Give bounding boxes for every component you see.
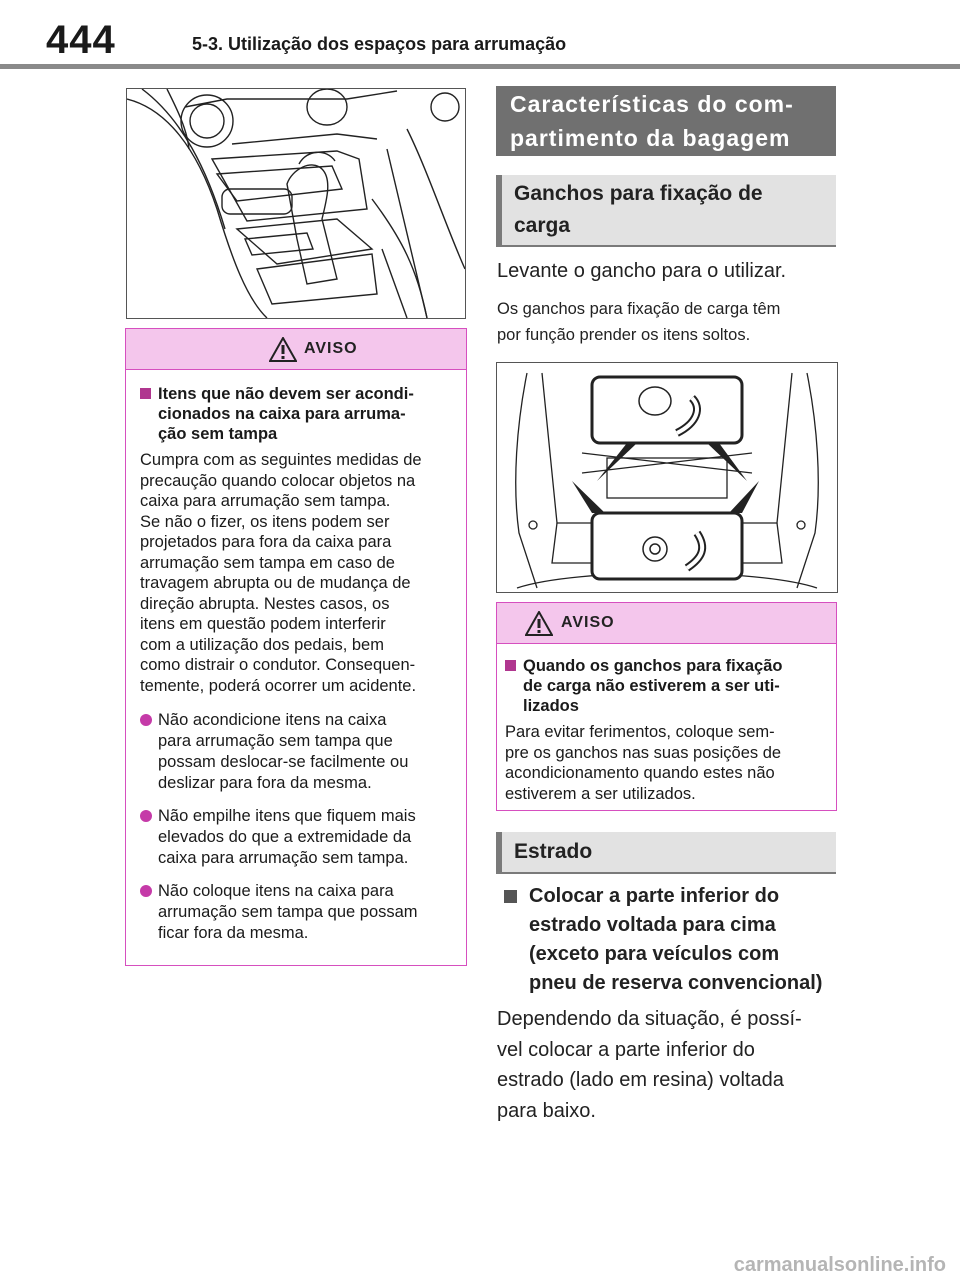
bullet-line: elevados do que a extremidade da	[158, 828, 412, 846]
paragraph-line: projetados para fora da caixa para	[140, 533, 392, 551]
circle-bullet-icon	[140, 714, 152, 726]
warning-box-storage	[125, 328, 467, 966]
paragraph-line: Se não o fizer, os itens podem ser	[140, 512, 390, 531]
section-title: 5-3. Utilização dos espaços para arrumação	[192, 34, 567, 54]
paragraph-line: caixa para arrumação sem tampa.	[140, 492, 391, 510]
bullet-item	[140, 881, 452, 944]
paragraph-line: direção abrupta. Nestes casos, os	[140, 594, 390, 613]
paragraph-line: como distrair o condutor. Consequen-	[140, 656, 416, 674]
paragraph-line: precaução quando colocar objetos na	[140, 471, 416, 490]
paragraph-line: pre os ganchos nas suas posições de	[505, 743, 782, 762]
description-line: por função prender os itens soltos.	[497, 326, 751, 344]
square-bullet-icon	[505, 660, 516, 671]
square-bullet-icon	[140, 388, 151, 399]
bullet-line: Não acondicione itens na caixa	[158, 711, 387, 729]
warning-box-hooks	[496, 602, 837, 811]
circle-bullet-icon	[140, 810, 152, 822]
main-section-heading	[496, 86, 836, 156]
warning-header	[497, 603, 836, 644]
warning-paragraph	[505, 722, 828, 804]
warning-triangle-icon	[269, 337, 297, 362]
heading-line: carga	[514, 214, 571, 237]
bullet-line: caixa para arrumação sem tampa.	[158, 849, 409, 867]
bullet-line: Não empilhe itens que fiquem mais	[158, 807, 416, 825]
square-bullet-icon	[504, 890, 517, 903]
paragraph-line: itens em questão podem interferir	[140, 615, 386, 633]
bullet-line: possam deslocar-se facilmente ou	[158, 753, 409, 771]
description-text	[497, 296, 780, 348]
bullet-line: deslizar para fora da mesma.	[158, 774, 372, 792]
paragraph-line: com a utilização dos pedais, bem	[140, 635, 384, 654]
page-number: 444	[46, 18, 116, 62]
paragraph-line: acondicionamento quando estes não	[505, 764, 775, 782]
heading-line: partimento da bagagem	[510, 125, 791, 151]
warning-paragraph	[140, 450, 452, 696]
heading-line: lizados	[523, 697, 579, 715]
circle-bullet-icon	[140, 885, 152, 897]
item-heading-line: estrado voltada para cima	[529, 914, 776, 936]
item-body	[497, 1004, 802, 1126]
instruction-text: Levante o gancho para o utilizar.	[497, 260, 787, 282]
heading-line: de carga não estiverem a ser uti-	[523, 677, 780, 695]
watermark: carmanualsonline.info	[733, 1254, 946, 1276]
item-heading-line: pneu de reserva convencional)	[529, 972, 823, 994]
subsection-heading-deck-board: Estrado	[496, 832, 836, 874]
paragraph-line: arrumação sem tampa em caso de	[140, 553, 395, 572]
paragraph-line: estiverem a ser utilizados.	[505, 784, 696, 803]
body-line: vel colocar a parte inferior do	[497, 1038, 755, 1061]
heading-line: Itens que não devem ser acondi-	[158, 385, 414, 403]
console-drawing	[127, 89, 465, 318]
bullet-line: para arrumação sem tampa que	[158, 732, 393, 750]
heading-line: Ganchos para fixação de	[514, 182, 763, 205]
warning-heading	[505, 656, 828, 716]
warning-triangle-icon	[525, 611, 553, 636]
body-line: Dependendo da situação, é possí-	[497, 1008, 802, 1030]
bullet-line: arrumação sem tampa que possam	[158, 903, 418, 921]
item-heading-line: Colocar a parte inferior do	[529, 885, 780, 907]
bullet-line: ficar fora da mesma.	[158, 924, 309, 942]
heading-line: ção sem tampa	[158, 425, 278, 443]
item-heading	[504, 882, 844, 998]
body-line: estrado (lado em resina) voltada	[497, 1069, 784, 1091]
paragraph-line: temente, poderá ocorrer um acidente.	[140, 676, 417, 695]
heading-line: Quando os ganchos para fixação	[523, 657, 783, 675]
item-heading-line: (exceto para veículos com	[529, 943, 780, 965]
paragraph-line: travagem abrupta ou de mudança de	[140, 574, 411, 592]
body-line: para baixo.	[497, 1099, 596, 1122]
paragraph-line: Cumpra com as seguintes medidas de	[140, 451, 422, 469]
bullet-item	[140, 806, 452, 869]
subsection-heading-hooks	[496, 175, 836, 247]
description-line: Os ganchos para fixação de carga têm	[497, 300, 781, 318]
bullet-line: Não coloque itens na caixa para	[158, 882, 394, 900]
warning-heading	[140, 384, 452, 444]
heading-line: Características do com-	[510, 91, 794, 117]
console-storage-illustration	[126, 88, 466, 319]
heading-line: cionados na caixa para arruma-	[158, 405, 406, 423]
cargo-drawing	[497, 363, 837, 592]
cargo-hooks-illustration	[496, 362, 838, 593]
header-rule	[0, 64, 960, 69]
warning-title: AVISO	[561, 614, 615, 631]
warning-title: AVISO	[304, 340, 358, 357]
paragraph-line: Para evitar ferimentos, coloque sem-	[505, 723, 775, 741]
warning-header	[126, 329, 466, 370]
bullet-item	[140, 710, 452, 794]
